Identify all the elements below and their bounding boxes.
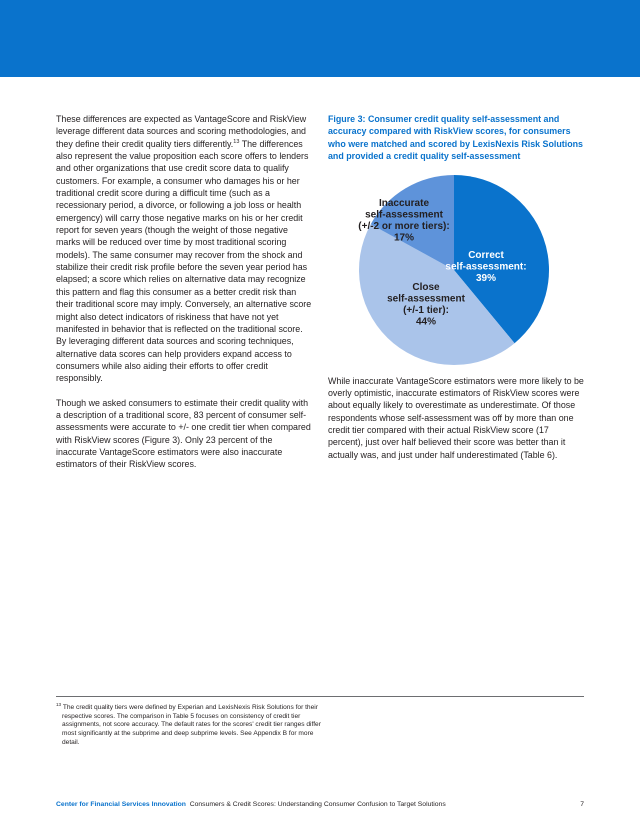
footnote-ref: 13 <box>233 138 240 145</box>
slice-inaccurate-label: Inaccurate self-assessment (+/-2 or more tiers): 17% <box>358 198 450 244</box>
slice-close-label: Close self-assessment (+/-1 tier): 44% <box>387 282 465 328</box>
footnote <box>56 701 328 748</box>
header-band <box>0 0 640 77</box>
body-paragraph-3: While inaccurate VantageScore estimators were more likely to be overly optimistic, inaccurate estimators of RiskView scores were about equally likely to overestimate as underestimate. Of those respondents whose self-assessment was off by more than one credit tier compared with their actual RiskView score (17 percent), just over half believed their score was better than it actually was, and just under half underestimated (Table 6). <box>328 375 584 460</box>
footnote-divider <box>56 696 584 697</box>
footnote-mark: 13 <box>56 701 62 707</box>
footnote-body <box>56 701 328 748</box>
footer-org: Center for Financial Services Innovation <box>56 801 186 808</box>
body-paragraph-1 <box>56 113 312 385</box>
pie-chart <box>328 170 584 370</box>
pie-chart-svg <box>328 170 584 370</box>
footnote-text: The credit quality tiers were defined by Experian and LexisNexis Risk Solutions for their respective scores. The comparison in Table 5 focuses on consistency of credit tier assignments, not score accuracy. The default rates for the scores' credit tier ranges differ most significantly at the subprime and deep subprime levels. See Appendix B for more detail. <box>62 704 321 746</box>
page-footer <box>56 800 584 809</box>
paragraph-1-lead: These differences are expected as VantageScore and RiskView leverage different data sources and scoring methodologies, and they define their credit quality tiers differently. <box>56 114 307 149</box>
page-number: 7 <box>580 801 584 808</box>
figure-title: Figure 3: Consumer credit quality self-assessment and accuracy compared with RiskView scores, for consumers who were matched and scored by LexisNexis Risk Solutions and provided a credit quality self-assessment <box>328 114 583 162</box>
left-column <box>56 113 312 483</box>
footer-title: Consumers & Credit Scores: Understanding Consumer Confusion to Target Solutions <box>189 801 446 808</box>
paragraph-1-continuation: The differences also represent the value proposition each score offers to lenders and other organizations that use credit score data to qualify customers. For example, a consumer who damages his or her traditional credit score during a difficult time (such as a recessionary period, a divorce, or following a job loss or health emergency) will carry those negative marks on his or her credit report for seven years (though the weight of those negative marks will be reduced over time by most traditional scoring models). The same consumer may recover from the shock and stabilize their credit risk profile before the seven year period has elapsed; a score which relies on alternative data may recognize this pattern and flag this consumer as a better credit risk than their traditional score may imply. Conversely, an alternative score might also detect indicators of riskiness that have not yet manifested in behavior that is reflected on the traditional score. By leveraging different data sources and scoring techniques, alternative data scores can help providers expand access to consumers while also aiding their efforts to offer credit responsibly. <box>56 138 312 384</box>
slice-correct-label: Correct self-assessment: 39% <box>445 250 527 284</box>
body-paragraph-2: Though we asked consumers to estimate their credit quality with a description of a traditional score, 83 percent of consumer self-assessments were accurate to +/- one credit tier when compared with RiskView scores (Figure 3). Only 23 percent of the inaccurate VantageScore estimators were also inaccurate estimators of their RiskView scores. <box>56 397 311 470</box>
